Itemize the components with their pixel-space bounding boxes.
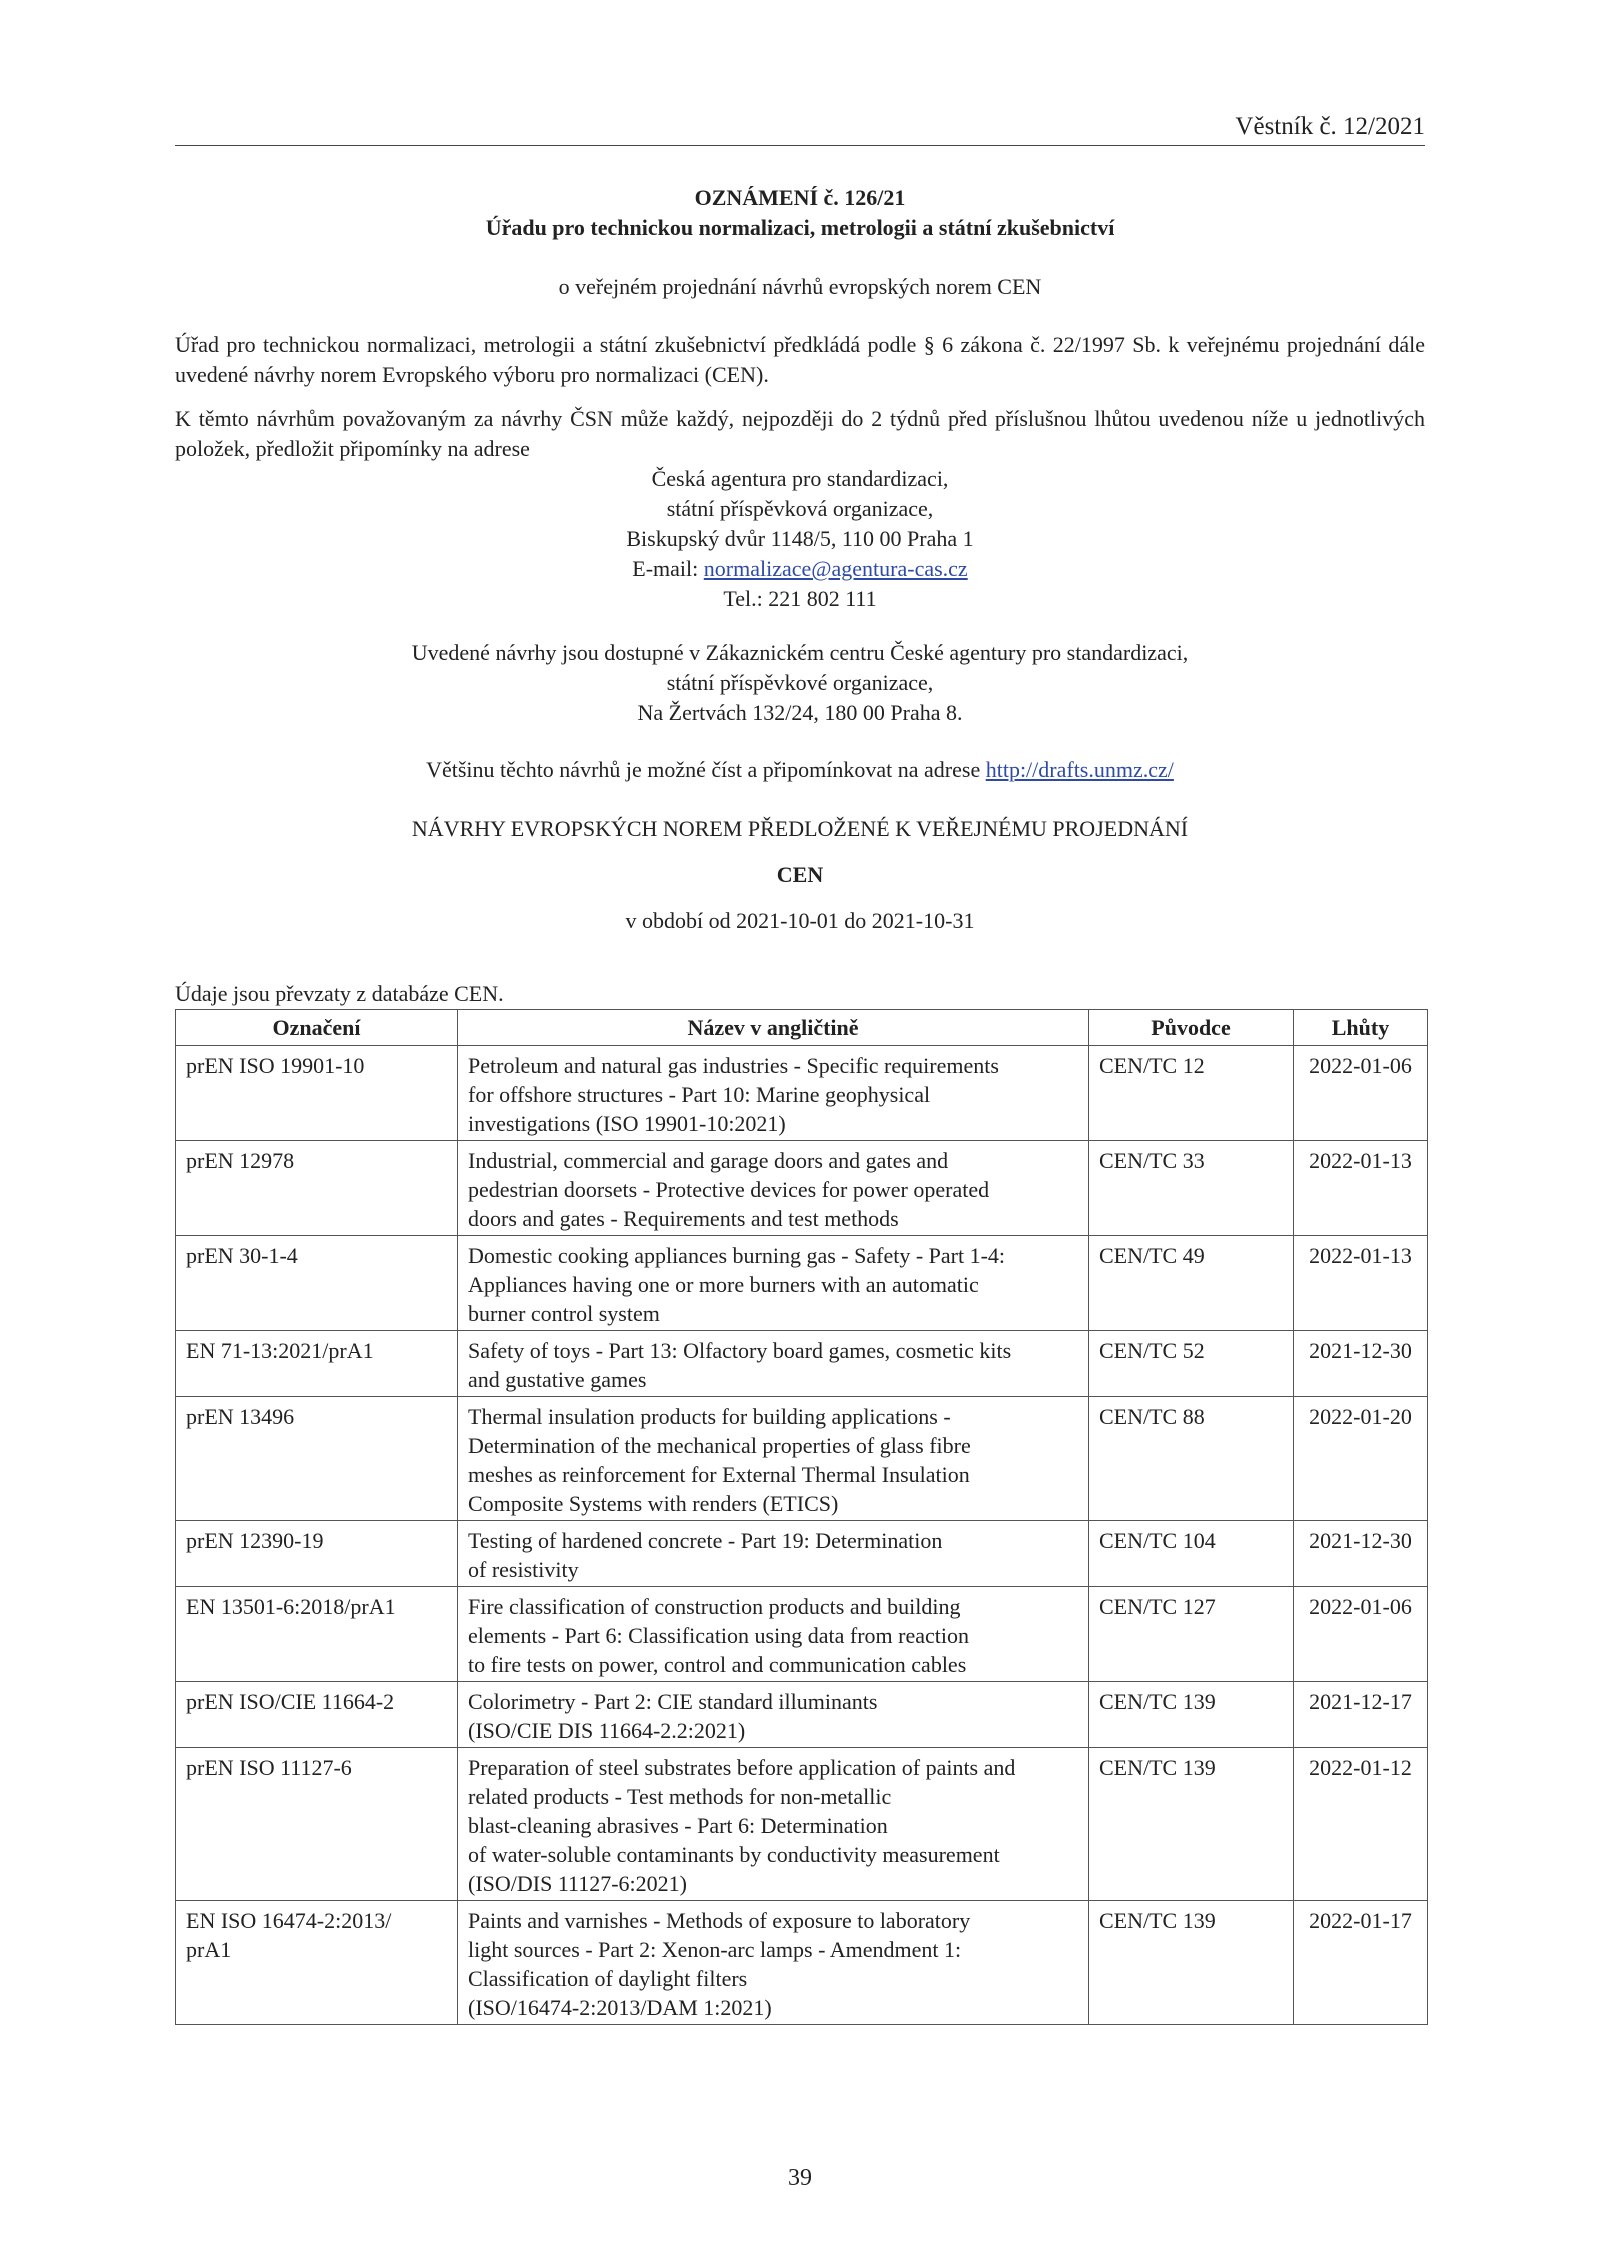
originator-cell: CEN/TC 52 <box>1089 1331 1294 1397</box>
table-row <box>176 1236 1428 1331</box>
title-line: Fire classification of construction products and building <box>468 1594 961 1619</box>
table-row <box>176 1587 1428 1682</box>
bulletin-issue: Věstník č. 12/2021 <box>1235 113 1425 140</box>
designation-line: prEN ISO/CIE 11664-2 <box>186 1689 395 1714</box>
title-line: Composite Systems with renders (ETICS) <box>468 1491 839 1516</box>
title-line: of resistivity <box>468 1557 579 1582</box>
deadline-cell: 2022-01-13 <box>1294 1236 1428 1331</box>
availability-block <box>175 638 1425 728</box>
notice-authority: Úřadu pro technickou normalizaci, metrologii a státní zkušebnictví <box>485 215 1115 240</box>
title-line: pedestrian doorsets - Protective devices for power operated <box>468 1177 990 1202</box>
table-row <box>176 1521 1428 1587</box>
originator-cell: CEN/TC 139 <box>1089 1901 1294 2025</box>
source-note: Údaje jsou převzaty z databáze CEN. <box>175 981 504 1006</box>
deadline-cell: 2022-01-17 <box>1294 1901 1428 2025</box>
originator-cell: CEN/TC 139 <box>1089 1748 1294 1901</box>
table-row <box>176 1682 1428 1748</box>
page-header <box>175 112 1425 146</box>
drafts-link[interactable]: http://drafts.unmz.cz/ <box>985 757 1174 782</box>
title-line: Thermal insulation products for building applications - <box>468 1404 951 1429</box>
designation-cell <box>176 1397 458 1521</box>
originator-cell: CEN/TC 139 <box>1089 1682 1294 1748</box>
title-cell <box>458 1141 1089 1236</box>
table-row <box>176 1046 1428 1141</box>
deadline-cell: 2021-12-17 <box>1294 1682 1428 1748</box>
title-line: and gustative games <box>468 1367 647 1392</box>
deadline-cell: 2022-01-20 <box>1294 1397 1428 1521</box>
page-number: 39 <box>788 2165 812 2191</box>
originator-cell: CEN/TC 88 <box>1089 1397 1294 1521</box>
title-line: Paints and varnishes - Methods of exposure to laboratory <box>468 1908 971 1933</box>
title-cell <box>458 1331 1089 1397</box>
address-line: Biskupský dvůr 1148/5, 110 00 Praha 1 <box>626 526 974 551</box>
designation-line: prA1 <box>186 1937 232 1962</box>
designation-cell <box>176 1331 458 1397</box>
title-line: investigations (ISO 19901-10:2021) <box>468 1111 786 1136</box>
list-heading: NÁVRHY EVROPSKÝCH NOREM PŘEDLOŽENÉ K VEŘEJNÉMU PROJEDNÁNÍ <box>411 816 1189 841</box>
originator-cell: CEN/TC 12 <box>1089 1046 1294 1141</box>
table-row <box>176 1141 1428 1236</box>
phone-line: Tel.: 221 802 111 <box>723 586 877 611</box>
address-line: Česká agentura pro standardizaci, <box>651 466 949 491</box>
designation-line: prEN ISO 19901-10 <box>186 1053 365 1078</box>
title-line: for offshore structures - Part 10: Marine geophysical <box>468 1082 931 1107</box>
email-line <box>175 554 1425 584</box>
organisation-heading: CEN <box>776 862 824 887</box>
address-block <box>175 464 1425 614</box>
title-line: doors and gates - Requirements and test methods <box>468 1206 899 1231</box>
designation-cell <box>176 1141 458 1236</box>
title-cell <box>458 1521 1089 1587</box>
originator-cell: CEN/TC 127 <box>1089 1587 1294 1682</box>
notice-title: OZNÁMENÍ č. 126/21 <box>694 185 906 210</box>
title-line: Safety of toys - Part 13: Olfactory board games, cosmetic kits <box>468 1338 1012 1363</box>
designation-cell <box>176 1236 458 1331</box>
title-line: Domestic cooking appliances burning gas - Safety - Part 1-4: <box>468 1243 1006 1268</box>
designation-line: prEN 12978 <box>186 1148 295 1173</box>
availability-line: státní příspěvkové organizace, <box>666 670 934 695</box>
title-line: light sources - Part 2: Xenon-arc lamps - Amendment 1: <box>468 1937 962 1962</box>
designation-line: EN ISO 16474-2:2013/ <box>186 1908 392 1933</box>
designation-line: prEN 13496 <box>186 1404 295 1429</box>
column-header-originator: Původce <box>1089 1010 1294 1046</box>
availability-line: Uvedené návrhy jsou dostupné v Zákaznickém centru České agentury pro standardizaci, <box>411 640 1189 665</box>
title-cell <box>458 1901 1089 2025</box>
title-line: of water-soluble contaminants by conductivity measurement <box>468 1842 1000 1867</box>
designation-line: prEN 12390-19 <box>186 1528 324 1553</box>
title-line: Testing of hardened concrete - Part 19: Determination <box>468 1528 943 1553</box>
title-cell <box>458 1682 1089 1748</box>
title-line: related products - Test methods for non-metallic <box>468 1784 892 1809</box>
deadline-cell: 2021-12-30 <box>1294 1331 1428 1397</box>
table-row <box>176 1397 1428 1521</box>
title-cell <box>458 1748 1089 1901</box>
title-line: Determination of the mechanical properties of glass fibre <box>468 1433 971 1458</box>
address-line: státní příspěvková organizace, <box>666 496 934 521</box>
online-line <box>175 755 1425 785</box>
title-line: burner control system <box>468 1301 660 1326</box>
title-cell <box>458 1397 1089 1521</box>
title-line: Classification of daylight filters <box>468 1966 748 1991</box>
designation-line: EN 13501-6:2018/prA1 <box>186 1594 396 1619</box>
designation-cell <box>176 1901 458 2025</box>
originator-cell: CEN/TC 33 <box>1089 1141 1294 1236</box>
period-line: v období od 2021-10-01 do 2021-10-31 <box>625 908 975 933</box>
title-line: meshes as reinforcement for External Thermal Insulation <box>468 1462 970 1487</box>
table-header-row <box>176 1010 1428 1046</box>
title-cell <box>458 1046 1089 1141</box>
title-line: elements - Part 6: Classification using data from reaction <box>468 1623 969 1648</box>
title-line: (ISO/CIE DIS 11664-2.2:2021) <box>468 1718 746 1743</box>
deadline-cell: 2022-01-12 <box>1294 1748 1428 1901</box>
designation-cell <box>176 1521 458 1587</box>
deadline-cell: 2022-01-13 <box>1294 1141 1428 1236</box>
table-row <box>176 1901 1428 2025</box>
title-line: Appliances having one or more burners with an automatic <box>468 1272 979 1297</box>
title-line: (ISO/DIS 11127-6:2021) <box>468 1871 687 1896</box>
deadline-cell: 2022-01-06 <box>1294 1046 1428 1141</box>
table-row <box>176 1331 1428 1397</box>
table-row <box>176 1748 1428 1901</box>
originator-cell: CEN/TC 49 <box>1089 1236 1294 1331</box>
table-body <box>176 1046 1428 2025</box>
title-line: Colorimetry - Part 2: CIE standard illuminants <box>468 1689 878 1714</box>
designation-cell <box>176 1046 458 1141</box>
intro-paragraph: Úřad pro technickou normalizaci, metrologii a státní zkušebnictví předkládá podle § 6 zákona č. 22/1997 Sb. k veřejnému projednání dále uvedené návrhy norem Evropského výboru pro normalizaci (CEN). <box>175 332 1425 387</box>
comments-paragraph: K těmto návrhům považovaným za návrhy ČSN může každý, nejpozději do 2 týdnů před příslušnou lhůtou uvedenou níže u jednotlivých položek, předložit připomínky na adrese <box>175 406 1425 461</box>
title-line: Petroleum and natural gas industries - Specific requirements <box>468 1053 999 1078</box>
drafts-table <box>175 1009 1428 2025</box>
availability-line: Na Žertvách 132/24, 180 00 Praha 8. <box>637 700 963 725</box>
column-header-deadline: Lhůty <box>1294 1010 1428 1046</box>
online-text: Většinu těchto návrhů je možné číst a připomínkovat na adrese <box>426 757 986 782</box>
deadline-cell: 2022-01-06 <box>1294 1587 1428 1682</box>
designation-cell <box>176 1587 458 1682</box>
originator-cell: CEN/TC 104 <box>1089 1521 1294 1587</box>
title-cell <box>458 1587 1089 1682</box>
designation-cell <box>176 1682 458 1748</box>
designation-cell <box>176 1748 458 1901</box>
title-line: Preparation of steel substrates before application of paints and <box>468 1755 1016 1780</box>
column-header-designation: Označení <box>176 1010 458 1046</box>
title-line: to fire tests on power, control and communication cables <box>468 1652 967 1677</box>
title-line: blast-cleaning abrasives - Part 6: Determination <box>468 1813 888 1838</box>
designation-line: prEN 30-1-4 <box>186 1243 298 1268</box>
designation-line: prEN ISO 11127-6 <box>186 1755 352 1780</box>
designation-line: EN 71-13:2021/prA1 <box>186 1338 374 1363</box>
title-line: (ISO/16474-2:2013/DAM 1:2021) <box>468 1995 772 2020</box>
title-cell <box>458 1236 1089 1331</box>
notice-subject: o veřejném projednání návrhů evropských norem CEN <box>558 274 1042 299</box>
title-line: Industrial, commercial and garage doors and gates and <box>468 1148 949 1173</box>
email-link[interactable]: normalizace@agentura-cas.cz <box>703 556 968 581</box>
deadline-cell: 2021-12-30 <box>1294 1521 1428 1587</box>
column-header-title: Název v angličtině <box>458 1010 1089 1046</box>
email-label: E-mail: <box>632 556 704 581</box>
